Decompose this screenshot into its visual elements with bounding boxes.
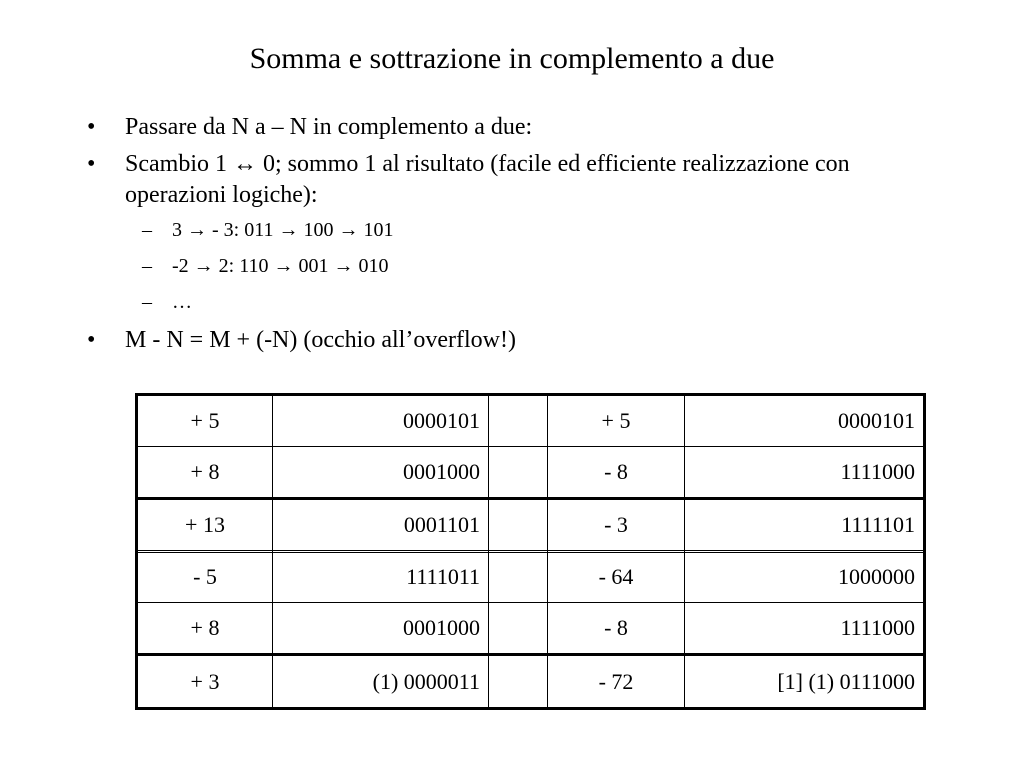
table-cell: [489, 552, 548, 602]
bullet-item: [0, 149, 1024, 211]
table-cell: + 8: [137, 447, 273, 499]
bullet-marker: •: [87, 114, 96, 140]
table-cell: - 64: [548, 552, 685, 602]
bullet-item: [0, 325, 1024, 356]
table-cell: - 8: [548, 603, 685, 655]
table-cell: + 8: [137, 603, 273, 655]
table-row: [137, 499, 925, 551]
dash-marker: –: [142, 255, 152, 277]
bullet-text: M - N = M + (-N) (occhio all’overflow!): [125, 327, 516, 353]
table-cell: [1] (1) 0111000: [685, 655, 925, 709]
sub-bullet-item: [0, 253, 1024, 279]
table-cell: 1111011: [273, 552, 489, 602]
table-cell: - 72: [548, 655, 685, 709]
table-cell: 0001000: [273, 447, 489, 499]
table-cell: 1111101: [685, 499, 925, 551]
table-cell: 1111000: [685, 603, 925, 655]
table-cell: 0000101: [685, 395, 925, 447]
table-cell: 1000000: [685, 552, 925, 602]
table-cell: 0001000: [273, 603, 489, 655]
table-row: [137, 655, 925, 709]
table-cell: - 5: [137, 552, 273, 602]
table-cell: [489, 655, 548, 709]
bullet-list: [0, 112, 1024, 362]
sub-bullet-text: -2 → 2: 110 → 001 → 010: [172, 255, 389, 277]
sub-bullet-item: [0, 289, 1024, 315]
dash-marker: –: [142, 291, 152, 313]
slide-title: Somma e sottrazione in complemento a due: [249, 42, 775, 75]
table-cell: [489, 603, 548, 655]
table-cell: + 13: [137, 499, 273, 551]
bullet-text: Passare da N a – N in complemento a due:: [125, 114, 533, 140]
table-cell: + 3: [137, 655, 273, 709]
binary-arithmetic-table: [135, 393, 926, 710]
table-cell: + 5: [548, 395, 685, 447]
table-row: [137, 603, 925, 655]
table-cell: - 3: [548, 499, 685, 551]
table-cell: [489, 499, 548, 551]
table-cell: 1111000: [685, 447, 925, 499]
sub-bullet-text: …: [172, 291, 192, 313]
table-row: [137, 395, 925, 447]
table-cell: + 5: [137, 395, 273, 447]
bullet-item: [0, 112, 1024, 143]
table-cell: (1) 0000011: [273, 655, 489, 709]
table-cell: [489, 395, 548, 447]
table-row: [137, 447, 925, 499]
dash-marker: –: [142, 219, 152, 241]
bullet-text: Scambio 1 ↔ 0; sommo 1 al risultato (facile ed efficiente realizzazione con operazioni logiche):: [125, 151, 850, 208]
table-cell: 0000101: [273, 395, 489, 447]
table-cell: 0001101: [273, 499, 489, 551]
table-cell: [489, 447, 548, 499]
sub-bullet-item: [0, 217, 1024, 243]
table-row: [137, 552, 925, 602]
bullet-marker: •: [87, 327, 96, 353]
table-cell: - 8: [548, 447, 685, 499]
sub-bullet-text: 3 → - 3: 011 → 100 → 101: [172, 219, 394, 241]
bullet-marker: •: [87, 151, 96, 177]
